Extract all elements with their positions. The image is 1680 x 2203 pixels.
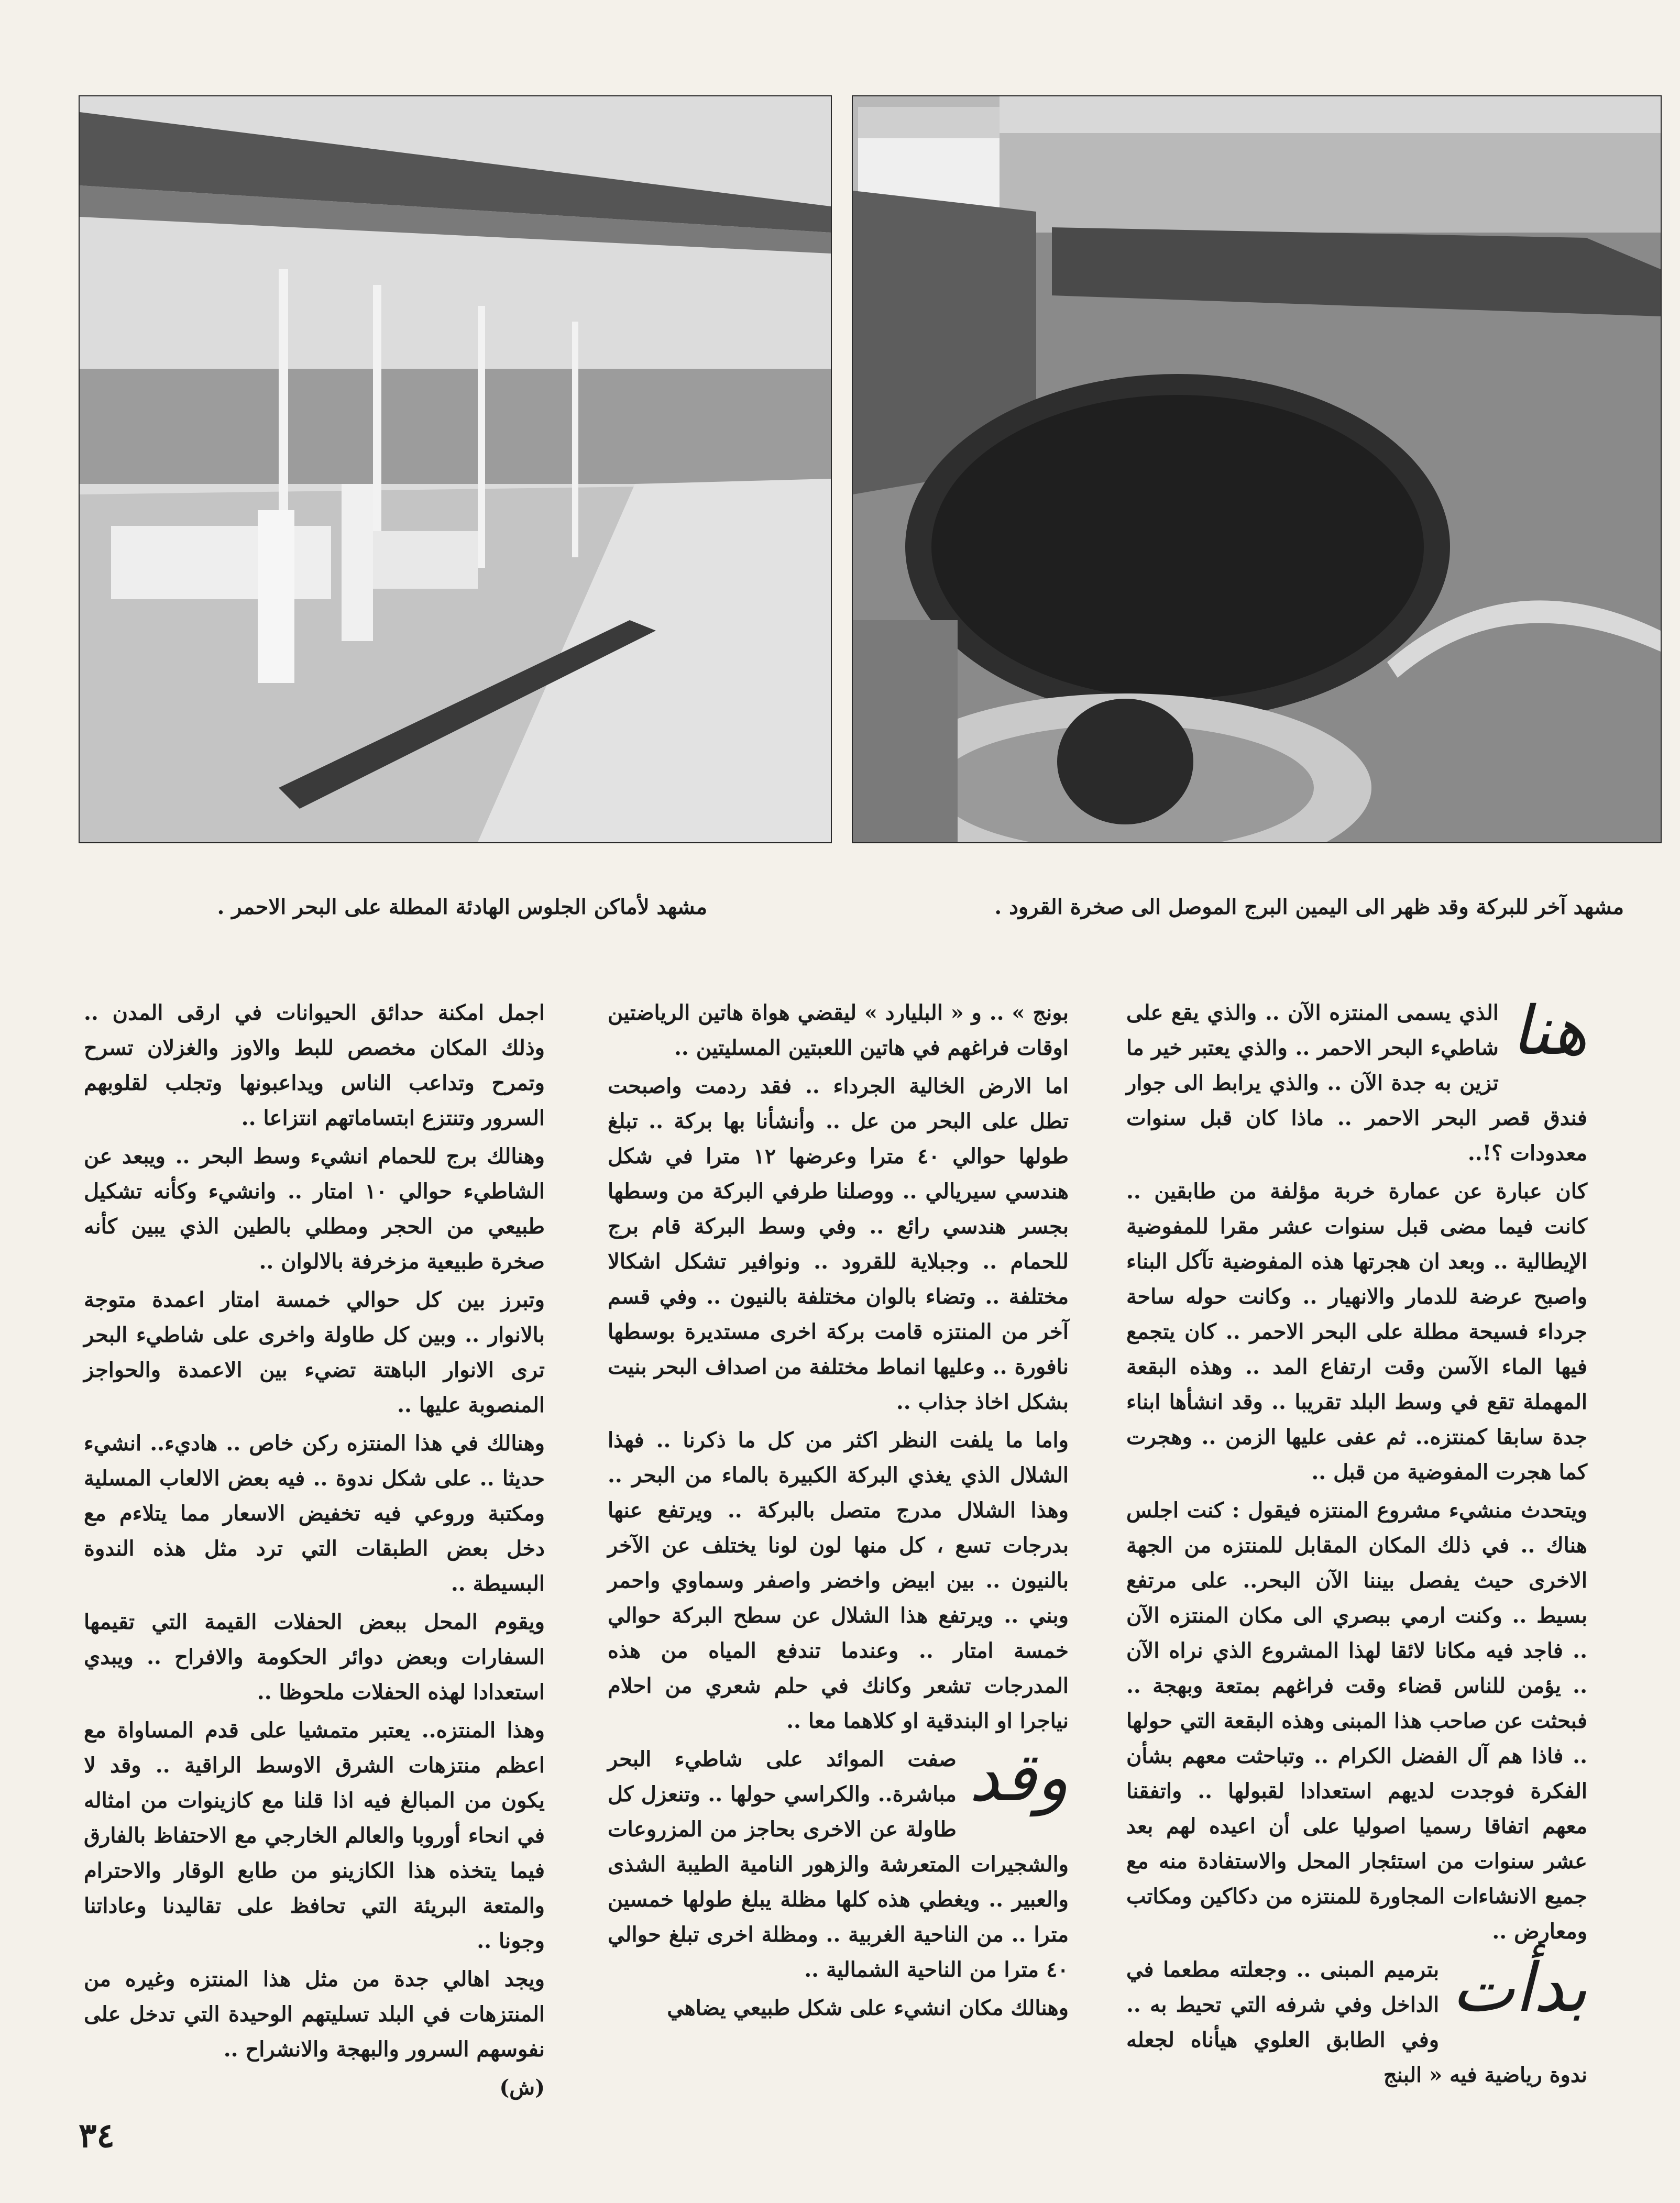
paragraph: الذي يسمى المنتزه الآن .. والذي يقع على شاطيء البحر الاحمر .. والذي يعتبر خير ما تزين به جدة الآن .. والذي يرابط الى جوار فندق قصر البحر الاحمر .. ماذا كان قبل سنوات معدودات ؟!.. <box>1126 1000 1587 1165</box>
dropcap-waqad: وقد <box>969 1738 1069 1816</box>
pool-photo-graphic <box>853 96 1661 842</box>
paragraph: واما ما يلفت النظر اكثر من كل ما ذكرنا .. فهذا الشلال الذي يغذي البركة الكبيرة بالماء من البحر .. وهذا الشلال مدرج متصل بالبركة .. ويرتفع عنها بدرجات تسع ، كل منها لون لونا يختلف عن الآخر بالنيون .. بين ابيض واخضر واصفر وسماوي واحمر وبني .. ويرتفع هذا الشلال عن سطح البركة حوالي خمسة امتار .. وعندما تندفع المياه من هذه المدرجات تشعر وكانك في حلم شعري من احلام نياجرا او البندقية او كلاهما معا .. <box>608 1428 1069 1733</box>
paragraph: وهذا المنتزه.. يعتبر متمشيا على قدم المساواة مع اعظم منتزهات الشرق الاوسط الراقية .. وقد لا يكون من المبالغ فيه اذا قلنا مع كازينوات من امثاله في انحاء أوروبا والعالم الخارجي مع الاحتفاظ بالفارق فيما يتخذه هذا الكازينو من طابع الوقار والاحترام والمتعة البريئة التي تحافظ على تقاليدنا وعاداتنا وجونا .. <box>84 1718 545 1953</box>
paragraph: ويقوم المحل ببعض الحفلات القيمة التي تقيمها السفارات وبعض دوائر الحكومة والافراح .. ويبدي استعدادا لهذه الحفلات ملحوظا .. <box>84 1610 545 1704</box>
paragraph: اما الارض الخالية الجرداء .. فقد ردمت واصبحت تطل على البحر من عل .. وأنشأنا بها بركة .. تبلغ طولها حوالي ٤٠ مترا وعرضها ١٢ مترا في شكل هندسي سيريالي .. ووصلنا طرفي البركة من وسطها بجسر هندسي رائع .. وفي وسط البركة قام برج للحمام .. وجبلاية للقرود .. ونوافير تشكل اشكالا مختلفة .. وتضاء بالوان مختلفة بالنيون .. وفي قسم آخر من المنتزه قامت بركة اخرى مستديرة بوسطها نافورة .. وعليها انماط مختلفة من اصداف البحر بنيت بشكل اخاذ جذاب .. <box>608 1074 1069 1414</box>
photo-caption-left: مشهد لأماكن الجلوس الهادئة المطلة على البحر الاحمر . <box>217 895 707 919</box>
author-signature: (ش) <box>499 2075 545 2100</box>
article-column-middle <box>608 995 1069 2029</box>
page-number: ٣٤ <box>79 2116 115 2155</box>
paragraph: وهنالك مكان انشيء على شكل طبيعي يضاهي <box>667 1996 1069 2020</box>
photo-seating-area <box>79 95 832 843</box>
paragraph: بترميم المبنى .. وجعلته مطعما في الداخل وفي شرفه التي تحيط به .. وفي الطابق العلوي هيأناه لجعله ندوة رياضية فيه « البنج <box>1126 1957 1587 2087</box>
paragraph: اجمل امكنة حدائق الحيوانات في ارقى المدن .. وذلك المكان مخصص للبط والاوز والغزلان تسرح وتمرح وتداعب الناس ويداعبونها وتجلب لقلوبهم السرور وتنتزع ابتساماتهم انتزاعا .. <box>84 1000 545 1130</box>
dropcap-bada-at: بدأت <box>1452 1949 1587 2027</box>
photo-pool-scene <box>852 95 1662 843</box>
paragraph: ويجد اهالي جدة من مثل هذا المنتزه وغيره من المنتزهات في البلد تسليتهم الوحيدة التي تدخل على نفوسهم السرور والبهجة والانشراح .. <box>84 1967 545 2062</box>
paragraph: وهنالك في هذا المنتزه ركن خاص .. هاديء.. انشيء حديثا .. على شكل ندوة .. فيه بعض الالعاب المسلية ومكتبة وروعي فيه تخفيض الاسعار مما يتلاءم مع دخل بعض الطبقات التي ترد مثل هذه الندوة البسيطة .. <box>84 1431 545 1596</box>
seating-photo-graphic <box>80 96 831 842</box>
paragraph: صفت الموائد على شاطيء البحر مباشرة.. والكراسي حولها .. وتنعزل كل طاولة عن الاخرى بحاجز من المزروعات والشجيرات المتعرشة والزهور النامية الطيبة الشذى والعبير .. ويغطي هذه كلها مظلة يبلغ طولها خمسين مترا .. من الناحية الغربية .. ومظلة اخرى تبلغ حوالي ٤٠ مترا من الناحية الشمالية .. <box>608 1747 1069 1982</box>
paragraph: وهنالك برج للحمام انشيء وسط البحر .. ويبعد عن الشاطيء حوالي ١٠ امتار .. وانشيء وكأنه تشكيل طبيعي من الحجر ومطلي بالطين الذي يبين كأنه صخرة طبيعية مزخرفة بالالوان .. <box>84 1144 545 1274</box>
photo-caption-right: مشهد آخر للبركة وقد ظهر الى اليمين البرج الموصل الى صخرة القرود . <box>994 895 1624 919</box>
paragraph: بونج » .. و « البليارد » ليقضي هواة هاتين الرياضتين اوقات فراغهم في هاتين اللعبتين المسليتين .. <box>608 1000 1069 1060</box>
article-column-left <box>84 995 545 2108</box>
paragraph: وتبرز بين كل حوالي خمسة امتار اعمدة متوجة بالانوار .. وبين كل طاولة واخرى على شاطيء البحر ترى الانوار الباهتة تضيء بين الاعمدة والحواجز المنصوبة عليها .. <box>84 1287 545 1417</box>
article-column-right <box>1126 992 1587 2096</box>
dropcap-huna: هنا <box>1511 992 1587 1070</box>
paragraph: ويتحدث منشيء مشروع المنتزه فيقول : كنت اجلس هناك .. في ذلك المكان المقابل للمنتزه من الجهة الاخرى حيث يفصل بيننا الآن البحر.. على مرتفع بسيط .. وكنت ارمي ببصري الى مكان المنتزه الآن .. فاجد فيه مكانا لائقا لهذا المشروع الذي نراه الآن .. يؤمن للناس قضاء وقت فراغهم بمتعة وبهجة .. فبحثت عن صاحب هذا المبنى وهذه البقعة التي حولها .. فاذا هم آل الفضل الكرام .. وتباحثت معهم بشأن الفكرة فوجدت لديهم استعدادا لقبولها .. واتفقنا معهم اتفاقا رسميا اصوليا على أن اعيده لهم بعد عشر سنوات من استئجار المحل والاستفادة منه مع جميع الانشاءات المجاورة للمنتزه من دكاكين ومكاتب ومعارض .. <box>1126 1498 1587 1944</box>
paragraph: كان عبارة عن عمارة خربة مؤلفة من طابقين .. كانت فيما مضى قبل سنوات عشر مقرا للمفوضية الإيطالية .. وبعد ان هجرتها هذه المفوضية تآكل البناء واصبح عرضة للدمار والانهيار .. وكانت حوله ساحة جرداء فسيحة مطلة على البحر الاحمر .. كان يتجمع فيها الماء الآسن وقت ارتفاع المد .. وهذه البقعة المهملة تقع في وسط البلد تقريبا .. وقد انشأها ابناء جدة سابقا كمنتزه.. ثم عفى عليها الزمن .. وهجرت كما هجرت المفوضية من قبل .. <box>1126 1179 1587 1484</box>
